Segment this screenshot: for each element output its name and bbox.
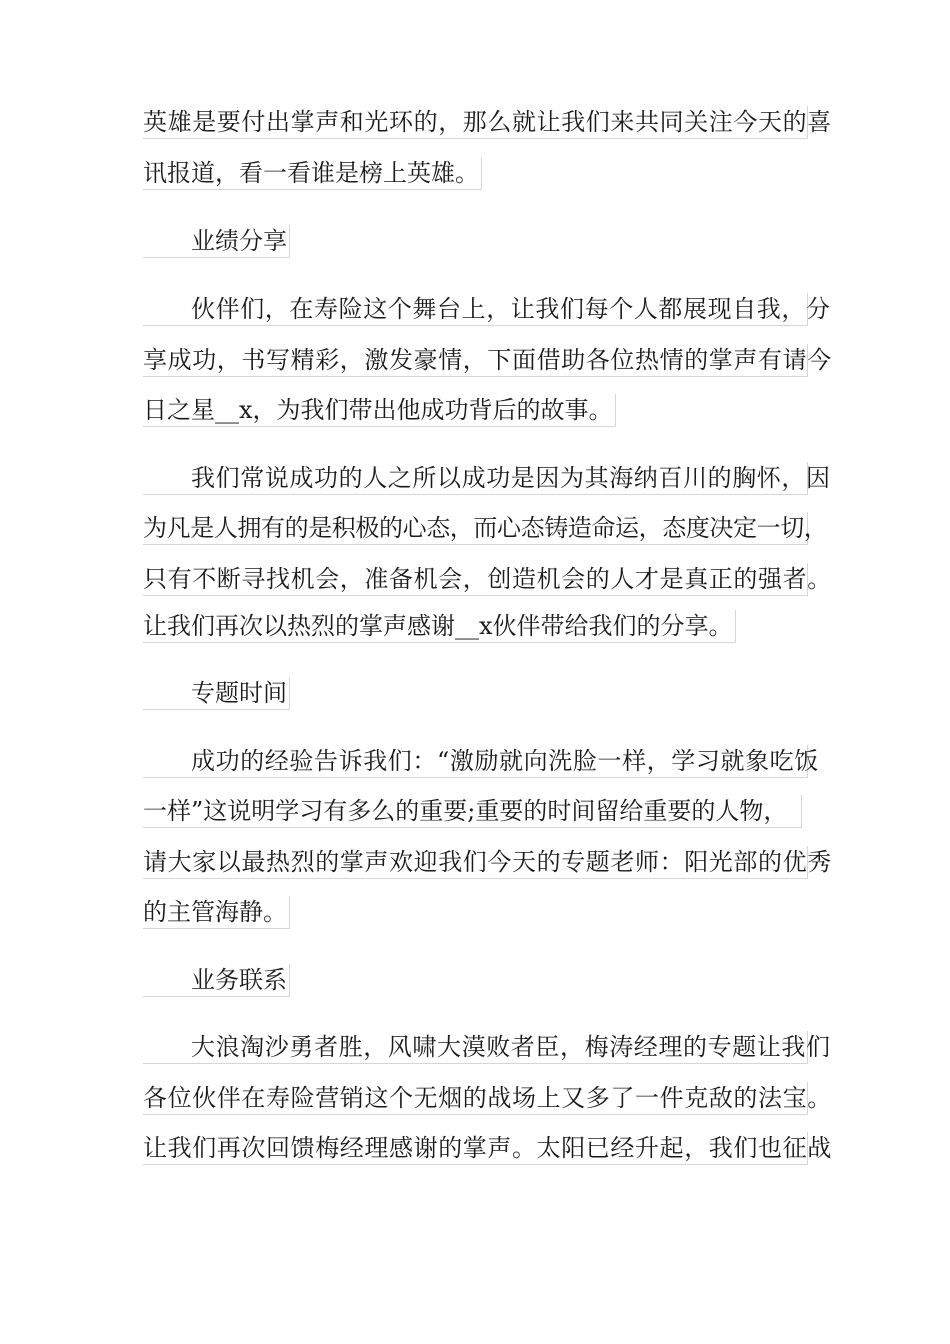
text-line: 大浪淘沙勇者胜，风啸大漠败者臣，梅涛经理的专题让我们	[143, 1031, 808, 1064]
section-heading: 业绩分享	[143, 225, 290, 258]
text-line: 让我们再次以热烈的掌声感谢__x伙伴带给我们的分享。	[143, 610, 736, 643]
text-line: 让我们再次回馈梅经理感谢的掌声。太阳已经升起，我们也征战	[143, 1132, 808, 1165]
section-heading: 业务联系	[143, 964, 290, 997]
text-line: 请大家以最热烈的掌声欢迎我们今天的专题老师：阳光部的优秀	[143, 846, 808, 879]
text-line: 只有不断寻找机会，准备机会，创造机会的人才是真正的强者。	[143, 563, 808, 596]
section-heading: 专题时间	[143, 677, 290, 710]
text-line: 一样”这说明学习有多么的重要;重要的时间留给重要的人物，	[143, 795, 802, 828]
text-line: 讯报道，看一看谁是榜上英雄。	[143, 157, 482, 190]
text-line: 享成功，书写精彩，激发豪情，下面借助各位热情的掌声有请今	[143, 344, 808, 377]
text-line: 各位伙伴在寿险营销这个无烟的战场上又多了一件克敌的法宝。	[143, 1082, 808, 1115]
text-line: 为凡是人拥有的是积极的心态，而心态铸造命运，态度决定一切，	[143, 512, 808, 545]
text-line: 伙伴们，在寿险这个舞台上，让我们每个人都展现自我，分	[143, 293, 808, 326]
text-line: 日之星__x，为我们带出他成功背后的故事。	[143, 394, 616, 427]
text-line: 的主管海静。	[143, 896, 290, 929]
text-line: 我们常说成功的人之所以成功是因为其海纳百川的胸怀，因	[143, 462, 808, 495]
text-line: 英雄是要付出掌声和光环的，那么就让我们来共同关注今天的喜	[143, 106, 808, 139]
text-line: 成功的经验告诉我们：“激励就向洗脸一样，学习就象吃饭	[143, 745, 808, 778]
